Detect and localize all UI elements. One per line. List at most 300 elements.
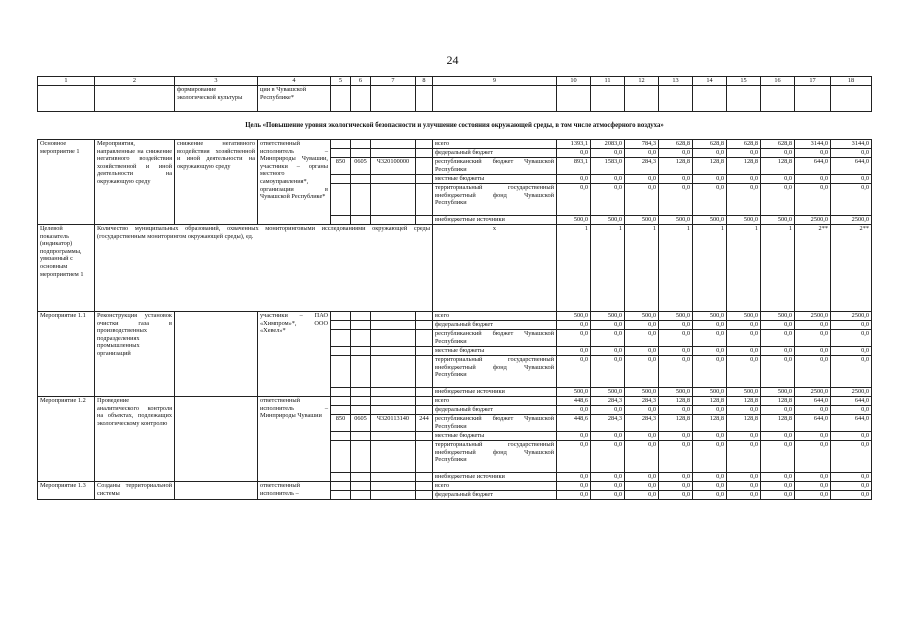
code-empty [331, 184, 351, 216]
code-rzpr [351, 397, 371, 406]
funding-value: 0,0 [831, 482, 872, 491]
funding-value: 500,0 [727, 216, 761, 225]
funding-value: 0,0 [557, 184, 591, 216]
funding-value: 500,0 [727, 312, 761, 321]
code-empty [371, 388, 416, 397]
funding-value: 0,0 [727, 175, 761, 184]
funding-value: 0,0 [625, 321, 659, 330]
col-number: 18 [831, 77, 872, 86]
funding-value: 500,0 [557, 388, 591, 397]
measure-name: Мероприятие 1.3 [38, 482, 95, 500]
funding-value: 0,0 [693, 473, 727, 482]
code-vr [416, 397, 433, 406]
table-row [38, 140, 872, 149]
funding-value: 0,0 [831, 406, 872, 415]
code-empty [351, 347, 371, 356]
goal-text: Цель «Повышение уровня экологической безопасности и улучшение состояния окружающей среды, в том числе атмосферного воздуха» [38, 112, 872, 140]
code-empty [371, 216, 416, 225]
code-empty [351, 312, 371, 321]
code-empty [351, 184, 371, 216]
funding-value: 0,0 [693, 175, 727, 184]
funding-value: 0,0 [591, 184, 625, 216]
funding-value: 628,8 [659, 140, 693, 149]
funding-value: 500,0 [761, 388, 795, 397]
code-empty [371, 184, 416, 216]
code-empty [351, 491, 371, 500]
funding-value: 0,0 [795, 432, 831, 441]
indicator-row [38, 225, 872, 312]
funding-value: 500,0 [693, 216, 727, 225]
funding-value: 644,0 [795, 415, 831, 432]
funding-value: 0,0 [625, 406, 659, 415]
funding-value: 0,0 [693, 406, 727, 415]
funding-value: 0,0 [727, 330, 761, 347]
funding-source: федеральный бюджет [433, 491, 557, 500]
funding-value: 0,0 [727, 473, 761, 482]
code-empty [351, 441, 371, 473]
code-empty [416, 356, 433, 388]
goal-row [38, 112, 872, 140]
funding-value: 0,0 [727, 321, 761, 330]
code-empty [371, 482, 416, 491]
code-csr: Ч320113140 [371, 415, 416, 432]
funding-value: 500,0 [761, 216, 795, 225]
code-csr [371, 397, 416, 406]
code-empty [371, 356, 416, 388]
funding-value: 0,0 [761, 347, 795, 356]
indicator-value: 2** [795, 225, 831, 312]
code-empty [331, 441, 351, 473]
funding-value: 0,0 [591, 406, 625, 415]
funding-value: 628,8 [727, 140, 761, 149]
funding-value: 0,0 [625, 491, 659, 500]
funding-value: 0,0 [693, 441, 727, 473]
code-rzpr [351, 140, 371, 149]
code-empty [331, 175, 351, 184]
funding-value: 0,0 [591, 441, 625, 473]
program-table-wrapper [37, 76, 869, 500]
funding-value: 0,0 [591, 491, 625, 500]
indicator-value: 1 [591, 225, 625, 312]
indicator-value: 1 [693, 225, 727, 312]
funding-value: 0,0 [693, 321, 727, 330]
funding-value: 500,0 [625, 312, 659, 321]
funding-value: 0,0 [727, 356, 761, 388]
code-empty [331, 473, 351, 482]
funding-value: 500,0 [659, 312, 693, 321]
col-number: 13 [659, 77, 693, 86]
funding-source: всего [433, 482, 557, 491]
funding-source: республиканский бюджет Чувашской Республики [433, 330, 557, 347]
indicator-value: 1 [557, 225, 591, 312]
code-empty [416, 347, 433, 356]
code-csr: Ч320100000 [371, 158, 416, 175]
funding-value: 128,8 [659, 158, 693, 175]
funding-value: 644,0 [795, 397, 831, 406]
col-number: 15 [727, 77, 761, 86]
funding-value: 0,0 [659, 356, 693, 388]
code-empty [416, 432, 433, 441]
code-empty [416, 216, 433, 225]
code-empty [371, 330, 416, 347]
table-row [38, 312, 872, 321]
funding-value: 0,0 [659, 149, 693, 158]
code-empty [351, 406, 371, 415]
funding-value: 0,0 [761, 175, 795, 184]
funding-value: 0,0 [795, 406, 831, 415]
code-empty [371, 406, 416, 415]
code-empty [371, 491, 416, 500]
funding-value: 0,0 [557, 175, 591, 184]
measure-responsible: ответственный исполнитель – Минприроды Чувашии, участники – органы местного самоуправления*, организации в Чувашской Республике* [258, 140, 331, 225]
col-number: 12 [625, 77, 659, 86]
funding-value: 0,0 [727, 482, 761, 491]
funding-value: 500,0 [693, 312, 727, 321]
code-empty [351, 149, 371, 158]
funding-value: 0,0 [693, 482, 727, 491]
funding-value: 0,0 [591, 347, 625, 356]
funding-value: 0,0 [761, 406, 795, 415]
cont-col2 [95, 86, 175, 112]
measure-name: Основное мероприятие 1 [38, 140, 95, 225]
code-empty [416, 388, 433, 397]
indicator-label: Целевой показатель (индикатор) подпрограммы, увязанный с основным мероприятием 1 [38, 225, 95, 312]
funding-value: 0,0 [591, 321, 625, 330]
code-empty [331, 149, 351, 158]
funding-value: 2500,0 [795, 312, 831, 321]
page-number: 24 [446, 53, 459, 67]
code-empty [351, 175, 371, 184]
funding-value: 128,8 [761, 397, 795, 406]
col-number: 14 [693, 77, 727, 86]
funding-value: 0,0 [591, 330, 625, 347]
col-number: 4 [258, 77, 331, 86]
funding-value: 0,0 [761, 441, 795, 473]
funding-value: 0,0 [727, 184, 761, 216]
funding-value: 0,0 [625, 149, 659, 158]
funding-value: 0,0 [693, 432, 727, 441]
funding-source: федеральный бюджет [433, 321, 557, 330]
measure-description: Реконструкция установок очистки газа в производственных подразделениях промышленных организаций [95, 312, 175, 397]
funding-value: 0,0 [795, 149, 831, 158]
program-table [37, 76, 872, 500]
funding-value: 628,8 [761, 140, 795, 149]
code-empty [331, 321, 351, 330]
code-empty [416, 482, 433, 491]
funding-value: 0,0 [591, 175, 625, 184]
funding-value: 0,0 [659, 321, 693, 330]
funding-value: 0,0 [557, 321, 591, 330]
code-empty [331, 330, 351, 347]
funding-value: 644,0 [831, 415, 872, 432]
code-empty [416, 321, 433, 330]
funding-value: 0,0 [795, 184, 831, 216]
funding-value: 0,0 [727, 432, 761, 441]
funding-value: 0,0 [625, 482, 659, 491]
funding-value: 0,0 [795, 175, 831, 184]
funding-value: 644,0 [795, 158, 831, 175]
indicator-value: 1 [659, 225, 693, 312]
funding-value: 0,0 [557, 482, 591, 491]
funding-source: республиканский бюджет Чувашской Республики [433, 158, 557, 175]
funding-source: местные бюджеты [433, 432, 557, 441]
funding-value: 0,0 [693, 347, 727, 356]
code-empty [371, 432, 416, 441]
funding-value: 0,0 [591, 473, 625, 482]
funding-value: 0,0 [557, 432, 591, 441]
indicator-value: 1 [761, 225, 795, 312]
code-empty [331, 406, 351, 415]
funding-value: 500,0 [591, 312, 625, 321]
code-empty [331, 491, 351, 500]
funding-value: 1583,0 [591, 158, 625, 175]
indicator-text: Количество муниципальных образований, охваченных мониторинговыми исследованиями окружающей среды (государственным мониторингом окружающей среды), ед. [95, 225, 433, 312]
cont-col1 [38, 86, 95, 112]
code-vr: 244 [416, 415, 433, 432]
code-empty [371, 175, 416, 184]
code-empty [416, 312, 433, 321]
funding-value: 0,0 [557, 473, 591, 482]
funding-value: 0,0 [831, 473, 872, 482]
funding-value: 0,0 [625, 184, 659, 216]
code-grbs: 850 [331, 415, 351, 432]
code-empty [371, 441, 416, 473]
code-grbs [331, 140, 351, 149]
funding-value: 0,0 [625, 330, 659, 347]
funding-value: 0,0 [727, 441, 761, 473]
measure-responsible: ответственный исполнитель – [258, 482, 331, 500]
col-number: 8 [416, 77, 433, 86]
funding-value: 0,0 [831, 330, 872, 347]
indicator-x: x [433, 225, 557, 312]
funding-value: 500,0 [625, 388, 659, 397]
funding-value: 0,0 [659, 406, 693, 415]
col-number: 1 [38, 77, 95, 86]
funding-value: 0,0 [795, 347, 831, 356]
funding-value: 128,8 [659, 415, 693, 432]
funding-value: 0,0 [659, 184, 693, 216]
funding-value: 0,0 [795, 321, 831, 330]
funding-value: 284,3 [591, 415, 625, 432]
funding-value: 500,0 [557, 216, 591, 225]
code-empty [351, 356, 371, 388]
col-number: 16 [761, 77, 795, 86]
funding-source: федеральный бюджет [433, 406, 557, 415]
code-empty [331, 432, 351, 441]
funding-value: 0,0 [659, 432, 693, 441]
funding-value: 500,0 [591, 216, 625, 225]
code-empty [416, 473, 433, 482]
funding-value: 0,0 [795, 441, 831, 473]
funding-value: 2500,0 [795, 216, 831, 225]
funding-value: 128,8 [693, 397, 727, 406]
funding-value: 0,0 [831, 356, 872, 388]
funding-value: 0,0 [625, 356, 659, 388]
funding-value: 0,0 [625, 473, 659, 482]
funding-value: 0,0 [591, 482, 625, 491]
code-empty [351, 388, 371, 397]
funding-value: 500,0 [659, 216, 693, 225]
code-empty [351, 432, 371, 441]
funding-value: 0,0 [761, 473, 795, 482]
funding-source: всего [433, 312, 557, 321]
col-number: 10 [557, 77, 591, 86]
code-empty [416, 184, 433, 216]
funding-value: 0,0 [727, 406, 761, 415]
funding-value: 0,0 [795, 491, 831, 500]
measure-task [175, 482, 258, 500]
funding-value: 0,0 [659, 482, 693, 491]
code-empty [416, 491, 433, 500]
funding-value: 0,0 [831, 347, 872, 356]
funding-value: 0,0 [795, 356, 831, 388]
funding-value: 284,3 [625, 415, 659, 432]
funding-value: 284,3 [591, 397, 625, 406]
funding-value: 0,0 [761, 184, 795, 216]
funding-value: 0,0 [831, 432, 872, 441]
measure-name: Мероприятие 1.2 [38, 397, 95, 482]
funding-value: 0,0 [831, 149, 872, 158]
funding-source: местные бюджеты [433, 347, 557, 356]
code-empty [351, 482, 371, 491]
funding-value: 0,0 [557, 149, 591, 158]
funding-value: 0,0 [557, 491, 591, 500]
indicator-value: 2** [831, 225, 872, 312]
funding-value: 0,0 [625, 441, 659, 473]
code-empty [416, 175, 433, 184]
funding-value: 0,0 [795, 482, 831, 491]
funding-value: 0,0 [831, 184, 872, 216]
funding-value: 0,0 [659, 347, 693, 356]
funding-value: 2500,0 [831, 388, 872, 397]
funding-value: 500,0 [761, 312, 795, 321]
funding-value: 0,0 [591, 356, 625, 388]
code-empty [351, 321, 371, 330]
funding-value: 0,0 [795, 330, 831, 347]
funding-source: республиканский бюджет Чувашской Республики [433, 415, 557, 432]
funding-value: 0,0 [659, 491, 693, 500]
funding-source: территориальный государственный внебюджетный фонд Чувашской Республики [433, 356, 557, 388]
funding-value: 128,8 [727, 397, 761, 406]
code-grbs: 850 [331, 158, 351, 175]
funding-value: 0,0 [625, 175, 659, 184]
col-number: 11 [591, 77, 625, 86]
funding-value: 0,0 [831, 441, 872, 473]
funding-value: 0,0 [557, 441, 591, 473]
funding-value: 128,8 [659, 397, 693, 406]
continuation-row [38, 86, 872, 112]
funding-value: 128,8 [761, 158, 795, 175]
funding-source: всего [433, 140, 557, 149]
measure-task [175, 312, 258, 397]
funding-value: 284,3 [625, 158, 659, 175]
col-number: 9 [433, 77, 557, 86]
funding-value: 448,6 [557, 397, 591, 406]
col-number: 6 [351, 77, 371, 86]
measure-task [175, 397, 258, 482]
funding-value: 0,0 [625, 347, 659, 356]
funding-value: 644,0 [831, 158, 872, 175]
col-number: 2 [95, 77, 175, 86]
funding-value: 0,0 [727, 149, 761, 158]
funding-source: всего [433, 397, 557, 406]
funding-source: внебюджетные источники [433, 216, 557, 225]
indicator-value: 1 [727, 225, 761, 312]
code-empty [416, 330, 433, 347]
funding-value: 0,0 [761, 482, 795, 491]
funding-value: 0,0 [761, 149, 795, 158]
funding-value: 1393,1 [557, 140, 591, 149]
funding-value: 3144,0 [831, 140, 872, 149]
funding-value: 2500,0 [831, 312, 872, 321]
measure-task: снижение негативного воздействия хозяйственной и иной деятельности на окружающую среду [175, 140, 258, 225]
code-rzpr: 0605 [351, 158, 371, 175]
funding-value: 0,0 [659, 330, 693, 347]
funding-value: 128,8 [761, 415, 795, 432]
funding-value: 0,0 [693, 330, 727, 347]
funding-value: 0,0 [557, 406, 591, 415]
funding-value: 2500,0 [831, 216, 872, 225]
code-empty [371, 312, 416, 321]
funding-value: 128,8 [693, 415, 727, 432]
code-empty [331, 347, 351, 356]
measure-description: Созданы территориальной системы [95, 482, 175, 500]
funding-value: 0,0 [591, 432, 625, 441]
funding-value: 784,3 [625, 140, 659, 149]
funding-value: 0,0 [761, 356, 795, 388]
measure-description: Проведение аналитического контроля на объектах, подлежащих экологическому контролю [95, 397, 175, 482]
code-grbs [331, 397, 351, 406]
funding-value: 0,0 [557, 356, 591, 388]
funding-value: 0,0 [591, 149, 625, 158]
funding-value: 500,0 [693, 388, 727, 397]
table-row [38, 482, 872, 491]
code-empty [416, 149, 433, 158]
code-empty [416, 406, 433, 415]
funding-value: 0,0 [659, 175, 693, 184]
code-empty [371, 321, 416, 330]
measure-responsible: участники – ПАО «Химпром»*, ООО «Хевел»* [258, 312, 331, 397]
funding-value: 644,0 [831, 397, 872, 406]
funding-value: 128,8 [727, 415, 761, 432]
funding-source: местные бюджеты [433, 175, 557, 184]
code-empty [371, 473, 416, 482]
measure-description: Мероприятия, направленные на снижение негативного воздействия хозяйственной и иной деятельности на окружающую среду [95, 140, 175, 225]
code-rzpr: 0605 [351, 415, 371, 432]
measure-responsible: ответственный исполнитель – Минприроды Чувашии [258, 397, 331, 482]
funding-value: 0,0 [761, 321, 795, 330]
funding-value: 0,0 [693, 149, 727, 158]
code-empty [371, 347, 416, 356]
funding-value: 0,0 [727, 347, 761, 356]
col-number: 3 [175, 77, 258, 86]
code-empty [331, 312, 351, 321]
funding-value: 0,0 [625, 432, 659, 441]
funding-value: 0,0 [693, 491, 727, 500]
funding-value: 0,0 [557, 330, 591, 347]
funding-source: федеральный бюджет [433, 149, 557, 158]
funding-value: 628,8 [693, 140, 727, 149]
col-number: 7 [371, 77, 416, 86]
funding-value: 0,0 [831, 175, 872, 184]
code-empty [416, 441, 433, 473]
funding-value: 893,1 [557, 158, 591, 175]
funding-source: внебюджетные источники [433, 388, 557, 397]
funding-source: внебюджетные источники [433, 473, 557, 482]
funding-value: 0,0 [727, 491, 761, 500]
funding-value: 0,0 [693, 184, 727, 216]
funding-value: 2083,0 [591, 140, 625, 149]
